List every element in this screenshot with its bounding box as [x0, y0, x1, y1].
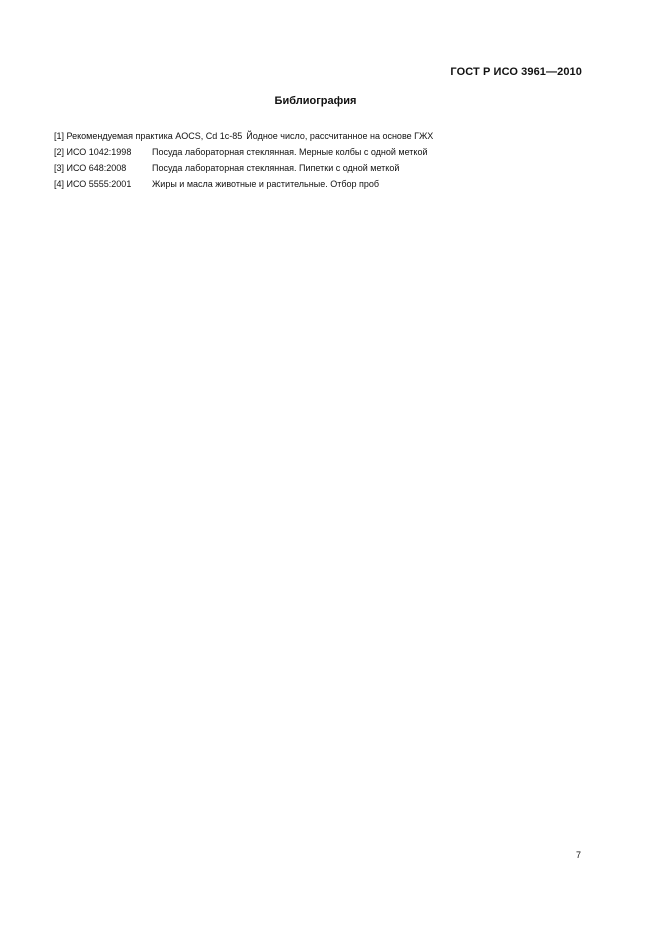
bibliography-reference: [1] Рекомендуемая практика AOCS, Cd 1c-85	[54, 131, 243, 141]
bibliography-entry	[54, 131, 594, 147]
bibliography-entry	[54, 147, 594, 163]
bibliography-entry	[54, 179, 594, 195]
bibliography-list	[54, 131, 594, 195]
bibliography-reference: [3] ИСО 648:2008	[54, 163, 127, 173]
bibliography-reference: [2] ИСО 1042:1998	[54, 147, 132, 157]
bibliography-title: Посуда лабораторная стеклянная. Мерные колбы с одной меткой	[152, 147, 428, 157]
bibliography-title: Йодное число, рассчитанное на основе ГЖХ	[246, 131, 434, 141]
document-code: ГОСТ Р ИСО 3961—2010	[450, 66, 582, 78]
bibliography-title: Посуда лабораторная стеклянная. Пипетки с одной меткой	[152, 163, 400, 173]
page-number: 7	[575, 850, 581, 860]
bibliography-title: Жиры и масла животные и растительные. Отбор проб	[152, 179, 380, 189]
section-title: Библиография	[274, 95, 357, 107]
bibliography-reference: [4] ИСО 5555:2001	[54, 179, 132, 189]
bibliography-entry	[54, 163, 594, 179]
